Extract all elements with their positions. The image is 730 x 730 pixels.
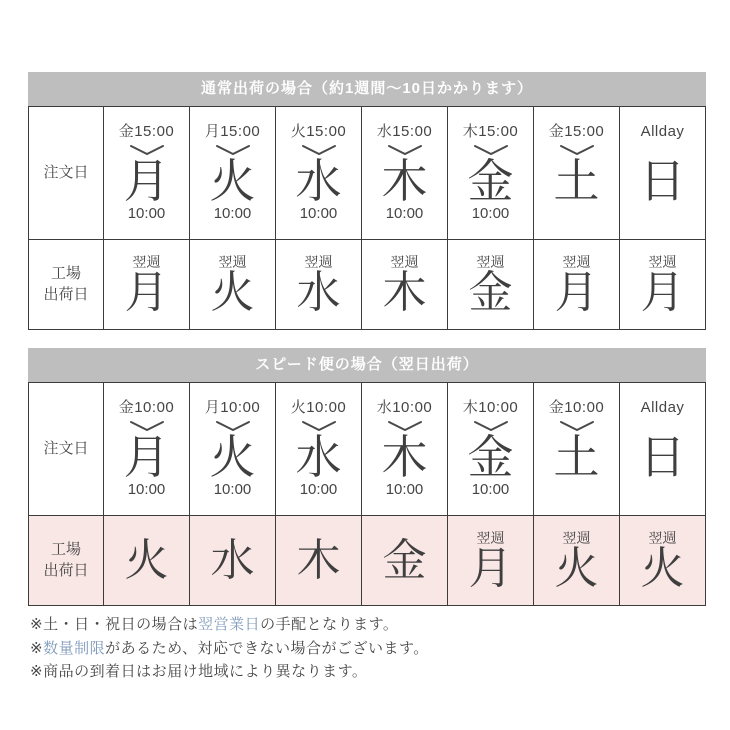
normal-shipping-table [28, 106, 706, 330]
order-deadline: 金10:00 [548, 399, 605, 416]
footnote-text: ※土・日・祝日の場合は [30, 616, 199, 633]
order-cell-sun [620, 383, 706, 516]
order-time: 10:00 [127, 205, 166, 222]
order-day: 木 [381, 431, 428, 483]
ship-cell [534, 516, 620, 606]
ship-week: 翌週 [304, 253, 333, 270]
order-cell-sat [534, 383, 620, 516]
ship-week: 翌週 [562, 529, 591, 546]
order-time: 10:00 [127, 481, 166, 498]
order-day: 水 [295, 155, 342, 207]
order-cell-tue [190, 107, 276, 240]
order-deadline: 月10:00 [204, 399, 261, 416]
order-time: 10:00 [385, 205, 424, 222]
order-deadline: 火10:00 [290, 399, 347, 416]
ship-week: 翌週 [476, 529, 505, 546]
order-date-row [29, 107, 706, 240]
ship-cell [362, 240, 448, 330]
ship-day: 火 [554, 544, 599, 594]
order-date-label: 注文日 [43, 163, 89, 181]
order-day: 火 [209, 431, 256, 483]
section-gap [0, 330, 730, 348]
order-cell-tue [190, 383, 276, 516]
footnote-text: ※ [30, 639, 44, 657]
order-day: 水 [295, 431, 342, 483]
order-deadline: Allday [640, 399, 685, 416]
footnote-holidays [30, 617, 730, 634]
ship-day: 火 [124, 535, 169, 585]
ship-cell [620, 240, 706, 330]
order-time: 10:00 [471, 205, 510, 222]
order-day: 日 [639, 155, 686, 207]
order-day: 木 [381, 155, 428, 207]
order-cell-thu [362, 107, 448, 240]
order-day: 土 [553, 155, 600, 207]
order-deadline: 水10:00 [376, 399, 433, 416]
ship-day: 月 [554, 268, 599, 318]
order-deadline: 月15:00 [204, 123, 261, 140]
ship-cell [534, 240, 620, 330]
order-date-row [29, 383, 706, 516]
ship-cell [190, 240, 276, 330]
ship-day: 水 [296, 268, 341, 318]
order-deadline: 火15:00 [290, 123, 347, 140]
order-time: 10:00 [213, 481, 252, 498]
ship-day: 金 [468, 268, 513, 318]
ship-cell [448, 516, 534, 606]
factory-ship-row-header [29, 240, 104, 330]
order-cell-fri [448, 383, 534, 516]
ship-cell [190, 516, 276, 606]
factory-ship-label: 工場 出荷日 [43, 541, 89, 579]
footnotes [30, 617, 730, 681]
order-deadline: Allday [640, 123, 685, 140]
order-time: 10:00 [385, 481, 424, 498]
ship-day: 水 [210, 535, 255, 585]
ship-week: 翌週 [648, 529, 677, 546]
footnote-arrival-date [30, 664, 730, 681]
ship-week: 翌週 [218, 253, 247, 270]
ship-week: 翌週 [562, 253, 591, 270]
order-cell-wed [276, 383, 362, 516]
ship-day: 金 [382, 535, 427, 585]
speed-shipping-title: スピード便の場合（翌日出荷） [28, 348, 706, 382]
order-time: 10:00 [299, 205, 338, 222]
order-cell-fri [448, 107, 534, 240]
ship-day: 火 [640, 544, 685, 594]
order-date-label: 注文日 [43, 439, 89, 457]
order-deadline: 木10:00 [462, 399, 519, 416]
footnote-highlight: 数量制限 [43, 639, 106, 657]
normal-shipping-section [28, 72, 706, 330]
order-day: 土 [553, 431, 600, 483]
ship-cell [104, 516, 190, 606]
ship-day: 木 [382, 268, 427, 318]
order-time: 10:00 [471, 481, 510, 498]
order-cell-mon [104, 383, 190, 516]
ship-cell [620, 516, 706, 606]
order-time: 10:00 [213, 205, 252, 222]
speed-shipping-table [28, 382, 706, 606]
order-day: 金 [467, 431, 514, 483]
order-day: 日 [639, 431, 686, 483]
footnote-text: ※商品の到着日はお届け地域により異なります。 [30, 663, 368, 680]
order-date-row-header [29, 383, 104, 516]
ship-day: 木 [296, 535, 341, 585]
ship-cell [362, 516, 448, 606]
order-deadline: 金10:00 [118, 399, 175, 416]
ship-day: 月 [124, 268, 169, 318]
ship-cell [276, 240, 362, 330]
footnote-highlight: 翌営業日 [198, 616, 261, 633]
normal-shipping-title: 通常出荷の場合（約1週間〜10日かかります） [28, 72, 706, 106]
ship-cell [104, 240, 190, 330]
factory-ship-row [29, 240, 706, 330]
order-cell-sat [534, 107, 620, 240]
order-day: 火 [209, 155, 256, 207]
ship-day: 月 [640, 268, 685, 318]
order-cell-thu [362, 383, 448, 516]
ship-week: 翌週 [476, 253, 505, 270]
ship-cell [276, 516, 362, 606]
order-deadline: 木15:00 [462, 123, 519, 140]
order-date-row-header [29, 107, 104, 240]
footnote-text: の手配となります。 [260, 616, 399, 633]
footnote-quantity-limit [30, 641, 730, 658]
ship-day: 月 [468, 544, 513, 594]
order-deadline: 金15:00 [118, 123, 175, 140]
ship-day: 火 [210, 268, 255, 318]
factory-ship-row-highlighted [29, 516, 706, 606]
order-deadline: 金15:00 [548, 123, 605, 140]
ship-week: 翌週 [132, 253, 161, 270]
order-deadline: 水15:00 [376, 123, 433, 140]
footnote-text: があるため、対応できない場合がございます。 [105, 639, 429, 657]
order-cell-sun [620, 107, 706, 240]
order-day: 月 [123, 155, 170, 207]
factory-ship-row-header [29, 516, 104, 606]
ship-week: 翌週 [648, 253, 677, 270]
order-day: 金 [467, 155, 514, 207]
ship-week: 翌週 [390, 253, 419, 270]
factory-ship-label: 工場 出荷日 [43, 265, 89, 303]
ship-cell [448, 240, 534, 330]
speed-shipping-section [28, 348, 706, 606]
order-cell-wed [276, 107, 362, 240]
order-day: 月 [123, 431, 170, 483]
order-cell-mon [104, 107, 190, 240]
order-time: 10:00 [299, 481, 338, 498]
